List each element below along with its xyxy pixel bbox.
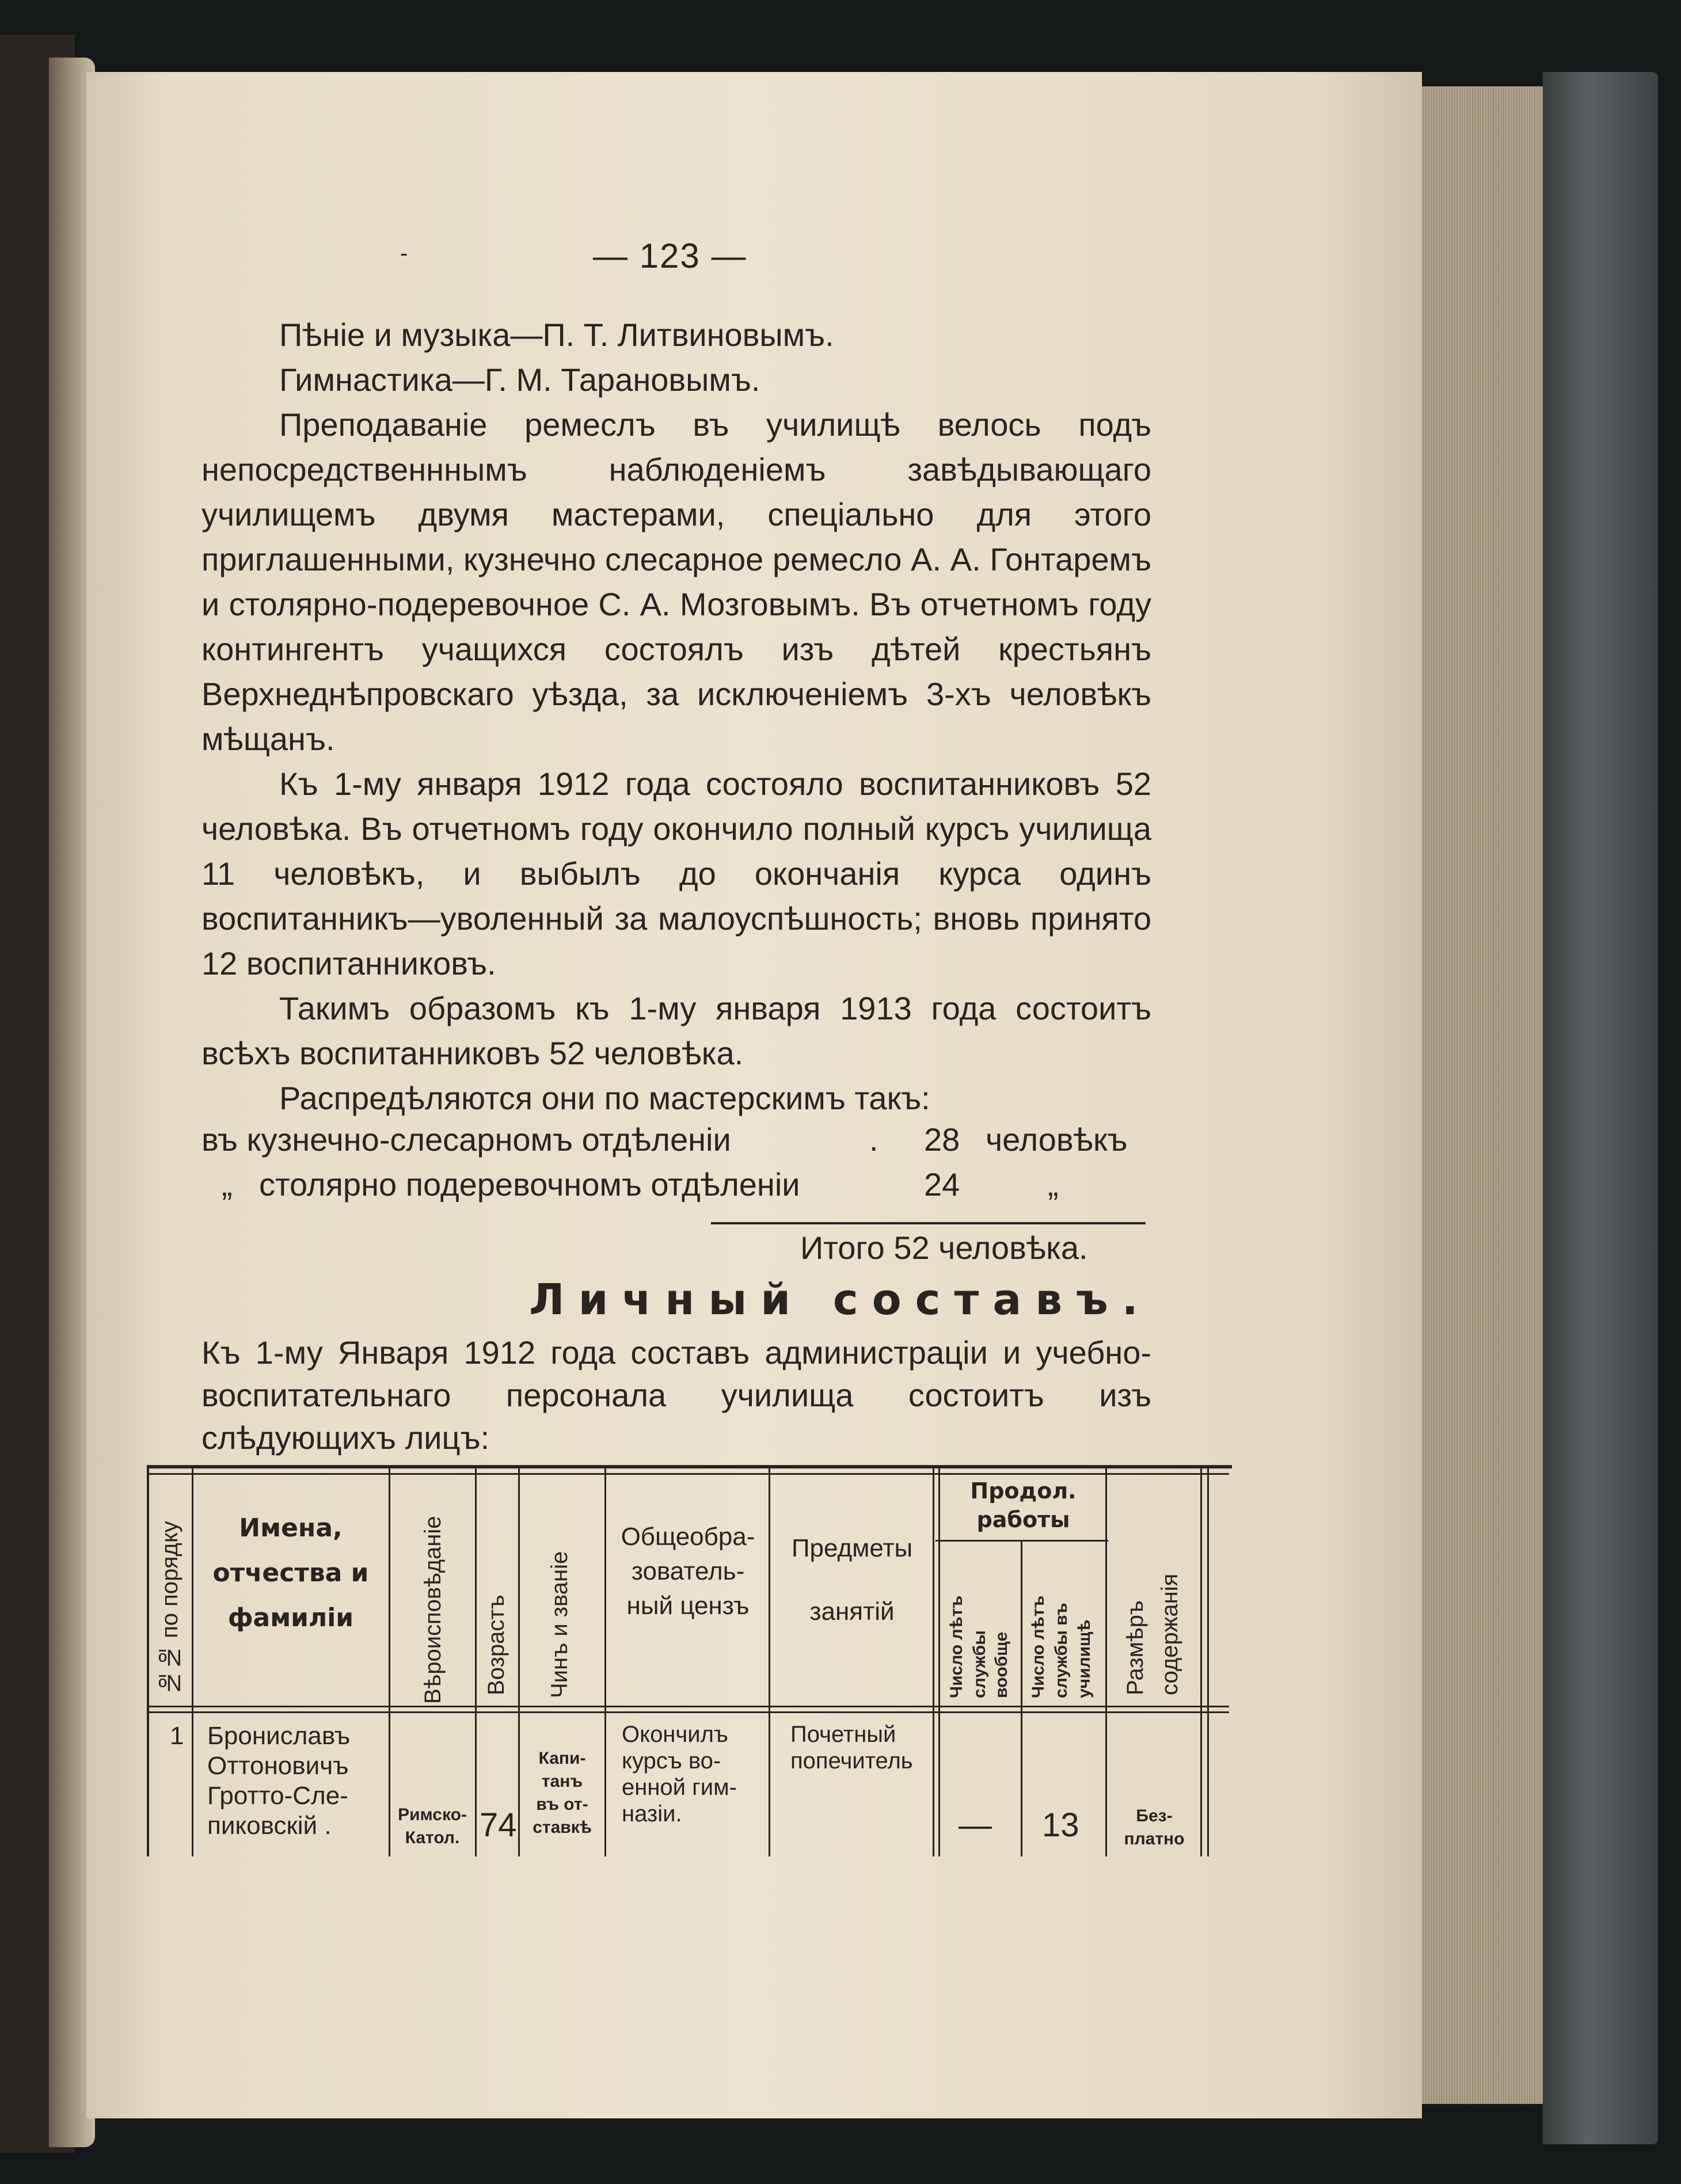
col-rule-2 [389,1465,390,1856]
header-religion: Вѣроисповѣданіе [420,1516,446,1704]
row-subjects-line2: попечитель [790,1748,913,1774]
header-duration-line2: работы [976,1507,1070,1532]
header-subjects-line1: Предметы [791,1534,913,1562]
header-salary-line2: содержанія [1157,1573,1182,1695]
header-name [196,1511,386,1635]
header-years-school-line1: Число лѣтъ [1029,1595,1048,1698]
paragraph-crafts: Преподаваніе ремеслъ въ училищѣ велось подъ непосредственннымъ наблюденіемъ завѣдывающаго училищемъ двумя мастерами, спеціально для этого приглашенными, кузнечно слесарное ремесло А. А. Гонтаремъ и столярно-подеревочное С. А. Мозговымъ. Въ отчетномъ году контингентъ учащихся состоялъ изъ дѣтей крестьянъ Верхнеднѣпровскаго уѣзда, за исключеніемъ 3-хъ человѣкъ мѣщанъ. [201,406,1151,757]
header-name-line1: Имена, [239,1513,343,1543]
paragraph-singing: Пѣніе и музыка—П. Т. Литвиновымъ. [279,317,834,353]
row-salary-line2: платно [1124,1829,1185,1848]
row-subjects [790,1721,934,1774]
col-rule-9 [1105,1465,1107,1856]
col-rule-10b [1207,1465,1209,1856]
row-subjects-line1: Почетный [790,1722,896,1747]
row-rank-line2: танъ [541,1772,583,1791]
header-years-school-line2: службы въ [1052,1603,1071,1698]
row-name-line4: пиковскій . [207,1812,332,1840]
header-years-total-line2: службы [970,1630,989,1698]
paragraph-distribution: Распредѣляются они по мастерскимъ такъ: [279,1080,930,1116]
row-rank-line4: ставкѣ [533,1818,592,1837]
header-name-line2: отчества и [212,1558,369,1588]
dist-row1-unit: человѣкъ [986,1121,1128,1158]
header-years-total-b [970,1572,990,1698]
row-years-school: 13 [1042,1806,1079,1844]
header-years-total-line3: вообще [992,1631,1011,1698]
section-heading: Личный составъ. [529,1275,1152,1325]
row-name-line1: Брониславъ [207,1722,351,1750]
right-cover [1543,72,1658,2144]
row-religion-line2: Катол. [405,1828,460,1847]
table-header-rule [147,1706,1229,1707]
row-name [207,1721,386,1841]
header-education-line2: зователь- [631,1557,745,1585]
col-rule-5 [604,1465,606,1856]
header-duration-group [941,1477,1105,1534]
header-education [607,1520,769,1623]
row-education-line1: Окончилъ [622,1722,728,1747]
row-age: 74 [480,1806,517,1844]
table-left-rule [147,1465,149,1856]
dist-total: Итого 52 человѣка. [800,1230,1088,1266]
table-top-rule [147,1465,1232,1468]
col-rule-3 [475,1465,477,1856]
paragraph-enrollment: Къ 1-му января 1912 года состояло воспитанниковъ 52 человѣка. Въ отчетномъ году окончило полный курсъ училища 11 человѣкъ, и выбылъ до окончанія курса одинъ воспитанникъ—уволенный за малоуспѣшность; вновь принято 12 воспитанниковъ. [201,766,1151,981]
header-rank: Чинъ и званіе [547,1551,572,1698]
header-years-school-c [1075,1572,1094,1698]
header-education-line1: Общеобра- [621,1523,755,1551]
col-rule-8 [1021,1540,1022,1856]
table-header-rule-inner [147,1711,1229,1713]
total-rule [711,1222,1146,1224]
row-education [622,1721,766,1827]
dist-row2-prefix: „ [222,1166,233,1203]
dist-row2-count: 24 [924,1166,960,1203]
header-years-school-line3: училищѣ [1075,1619,1094,1698]
header-years-school [1029,1554,1048,1698]
header-education-line3: ный цензъ [626,1592,750,1620]
stray-mark: - [400,241,408,266]
col-rule-7 [933,1465,934,1856]
row-rank-line3: въ от- [536,1795,588,1814]
header-years-school-b [1052,1554,1071,1698]
header-name-line3: фамиліи [227,1603,354,1633]
row-rank [520,1747,604,1839]
row-name-line3: Гротто-Сле- [207,1782,348,1810]
header-salary [1123,1540,1148,1695]
dist-row1-label: въ кузнечно-слесарномъ отдѣленіи [201,1121,731,1158]
dist-row1-count: 28 [924,1121,960,1158]
row-num: 1 [170,1722,184,1750]
row-religion-line1: Римско- [398,1805,467,1824]
row-years-total: — [959,1806,992,1844]
header-duration-line1: Продол. [970,1478,1077,1504]
col-rule-6 [769,1465,770,1856]
dist-row2-label: столярно подеревочномъ отдѣленіи [259,1166,800,1203]
header-years-total-c [992,1572,1011,1698]
dist-row2-unit: „ [1048,1166,1059,1203]
staff-intro: Къ 1-му Января 1912 года составъ администраціи и учебно-воспитательнаго персонала училища состоитъ изъ слѣдующихъ лицъ: [201,1334,1151,1456]
header-years-total-line1: Число лѣтъ [947,1595,966,1698]
staff-table [147,1465,1232,1856]
dist-row1-dot: . [869,1121,878,1158]
page-number: — 123 — [593,237,747,275]
header-years-total [947,1554,967,1698]
header-salary-b [1157,1528,1183,1695]
paragraph-total-pupils: Такимъ образомъ къ 1-му января 1913 года состоитъ всѣхъ воспитанниковъ 52 человѣка. [201,990,1151,1071]
row-education-line4: назіи. [622,1801,682,1827]
header-subjects [771,1531,933,1629]
table-top-rule-inner [147,1473,1229,1475]
header-subjects-line2: занятій [809,1597,895,1626]
col-rule-10 [1200,1465,1202,1856]
header-age: Возрастъ [484,1595,509,1695]
row-education-line2: курсъ во- [622,1748,721,1774]
row-religion [390,1803,475,1850]
row-education-line3: енной гим- [622,1775,737,1800]
row-rank-line1: Капи- [538,1749,586,1768]
row-salary [1108,1805,1200,1851]
header-num: №№ по порядку [157,1521,182,1695]
page-fore-edge [1405,86,1554,2104]
row-salary-line1: Без- [1136,1806,1173,1825]
col-rule-1 [192,1465,193,1856]
col-rule-7b [938,1465,940,1856]
row-name-line2: Оттоновичъ [207,1752,349,1780]
header-salary-line1: Размѣръ [1123,1600,1148,1695]
paragraph-gymnastics: Гимнастика—Г. М. Тарановымъ. [279,362,760,398]
